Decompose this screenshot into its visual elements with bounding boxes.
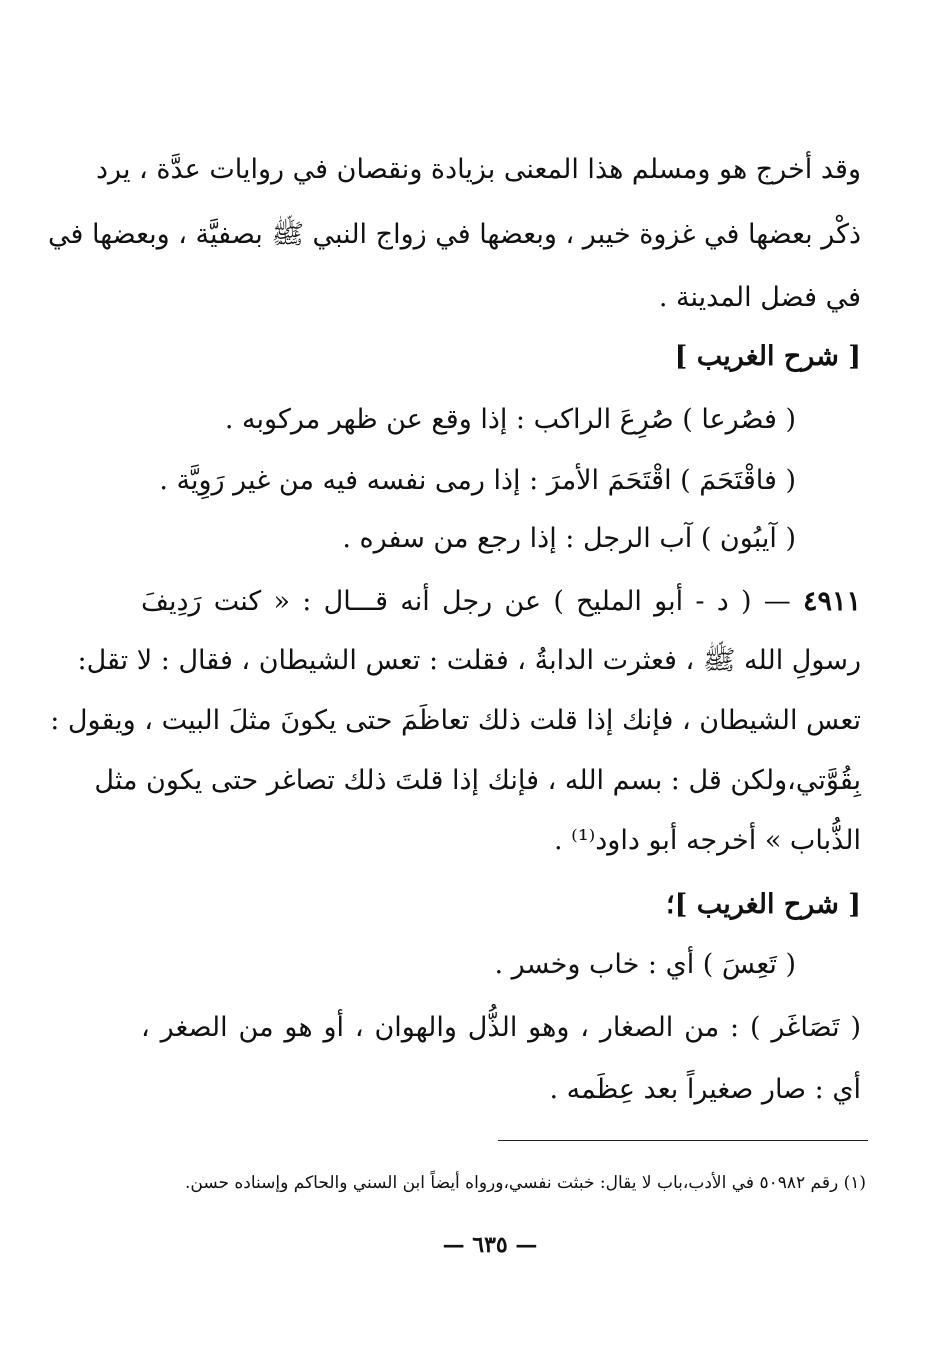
hadith-line: تعس الشيطان ، فإنك إذا قلت ذلك تعاظَمَ حتى يكونَ مثلَ البيت ، ويقول :	[50, 705, 861, 736]
footnote: (١) رقم ٥٠٩٨٢ في الأدب،باب لا يقال: خبثت نفسي،ورواه أيضاً ابن السني والحاكم وإسناده حسن.	[184, 1173, 866, 1193]
gloss-item: ( تَعِسَ ) أي : خاب وخسر .	[494, 949, 796, 980]
gloss-item: ( تَصَاغَر ) : من الصغار ، وهو الذُّل والهوان ، أو هو من الصغر ،	[141, 1012, 861, 1043]
hadith-number: ٤٩١١	[802, 586, 861, 617]
page-number: — ٦٣٥ —	[442, 1232, 538, 1258]
hadith-first-line	[141, 582, 861, 622]
hadith-line: رسولِ الله ﷺ ، فعثرت الدابةُ ، فقلت : تعس الشيطان ، فقال : لا تقل:	[77, 645, 861, 676]
hadith-text: — ( د - أبو المليح ) عن رجل أنه قـــال : « كنت رَدِيفَ	[141, 586, 791, 617]
gloss-item: ( آيبُون ) آب الرجل : إذا رجع من سفره .	[342, 523, 796, 554]
section-heading: [ شرح الغريب ]؛	[666, 889, 861, 920]
hadith-line: بِقُوَّتي،ولكن قل : بسم الله ، فإنك إذا قلتَ ذلك تصاغر حتى يكون مثل	[94, 765, 861, 796]
footnote-divider	[498, 1140, 868, 1141]
gloss-item: ( فصُرعا ) صُرِعَ الراكب : إذا وقع عن ظهر مركوبه .	[224, 404, 796, 435]
hadith-line: الذُّباب » أخرجه أبو داود⁽¹⁾ .	[554, 825, 861, 856]
gloss-item: أي : صار صغيراً بعد عِظَمه .	[549, 1074, 861, 1105]
body-line: في فضل المدينة .	[658, 282, 861, 313]
section-heading: [ شرح الغريب ]	[674, 341, 861, 372]
body-line: ذكْر بعضها في غزوة خيبر ، وبعضها في زواج النبي ﷺ بصفيَّة ، وبعضها في	[48, 219, 861, 250]
body-line: وقد أخرج هو ومسلم هذا المعنى بزيادة ونقصان في روايات عدَّة ، يرد	[96, 154, 861, 185]
gloss-item: ( فاقْتَحَمَ ) اقْتَحَمَ الأمرَ : إذا رمى نفسه فيه من غير رَوِيَّة .	[159, 465, 796, 496]
